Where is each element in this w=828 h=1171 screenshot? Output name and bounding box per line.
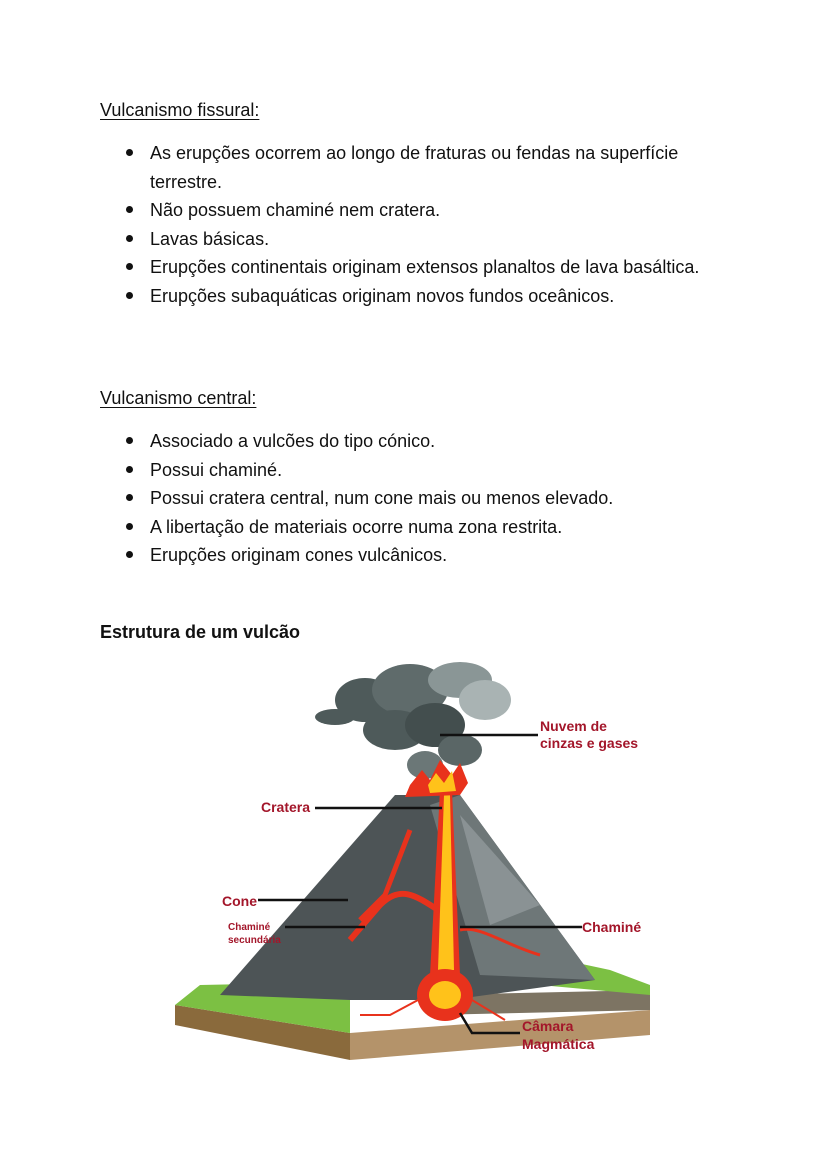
label-crater: Cratera: [261, 799, 311, 815]
heading-central: Vulcanismo central:: [100, 388, 257, 408]
label-cloud-line1: Nuvem de: [540, 718, 607, 734]
list-item: Erupções continentais originam extensos planaltos de lava basáltica.: [100, 253, 740, 282]
list-item: As erupções ocorrem ao longo de fraturas ou fendas na superfície terrestre.: [100, 139, 740, 196]
label-chimney: Chaminé: [582, 919, 642, 935]
list-item: Associado a vulcões do tipo cónico.: [100, 427, 740, 456]
list-fissural: [100, 139, 740, 311]
volcano-diagram: [160, 655, 670, 1075]
list-item: Não possuem chaminé nem cratera.: [100, 196, 740, 225]
label-chamber-line2: Magmática: [522, 1036, 595, 1052]
label-cloud-line2: cinzas e gases: [540, 735, 639, 751]
list-item: Erupções originam cones vulcânicos.: [100, 541, 740, 570]
list-item: Erupções subaquáticas originam novos fundos oceânicos.: [100, 282, 740, 311]
list-item: Possui cratera central, num cone mais ou menos elevado.: [100, 484, 740, 513]
ash-cloud: [315, 662, 511, 779]
volcano-cone: [220, 795, 595, 1000]
label-chamber-line1: Câmara: [522, 1018, 574, 1034]
heading-fissural: Vulcanismo fissural:: [100, 100, 260, 120]
label-secondary-chimney-line1: Chaminé: [228, 922, 271, 933]
section-title-structure: Estrutura de um vulcão: [100, 622, 301, 642]
label-secondary-chimney-line2: secundária: [228, 935, 281, 946]
list-central: [100, 427, 740, 570]
list-item: Possui chaminé.: [100, 456, 740, 485]
list-item: Lavas básicas.: [100, 225, 740, 254]
label-cone: Cone: [222, 893, 257, 909]
list-item: A libertação de materiais ocorre numa zona restrita.: [100, 513, 740, 542]
